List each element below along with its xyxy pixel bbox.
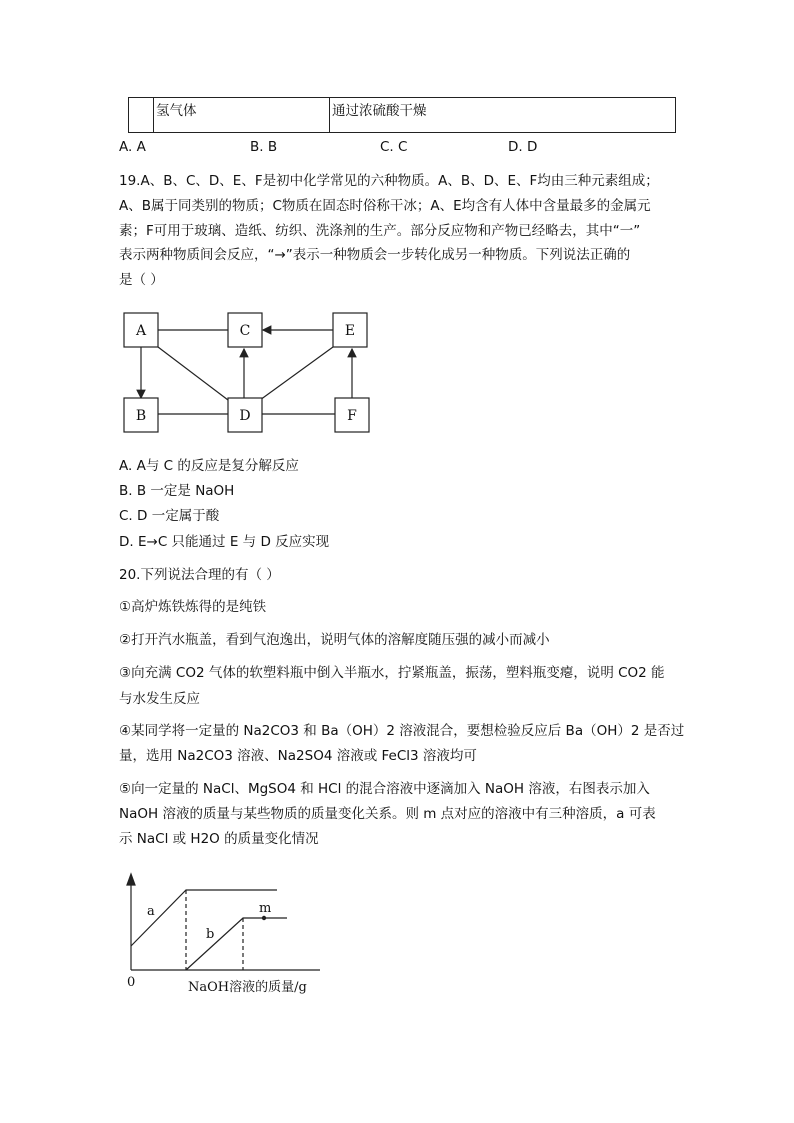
q18-option-b: B. B bbox=[250, 139, 278, 155]
q20-item-5-line3: 示 NaCl 或 H2O 的质量变化情况 bbox=[119, 831, 319, 847]
q20-item-3-line1: ③向充满 CO2 气体的软塑料瓶中倒入半瓶水，拧紧瓶盖，振荡，塑料瓶变瘪，说明 CO2 能 bbox=[119, 665, 665, 681]
label-origin: 0 bbox=[127, 975, 136, 990]
q20-item-1: ①高炉炼铁炼得的是纯铁 bbox=[119, 599, 267, 615]
q20-item-3-line2: 与水发生反应 bbox=[119, 691, 200, 707]
q19-option-c: C. D 一定属于酸 bbox=[119, 508, 220, 524]
q20-item-4-line2: 量，选用 Na2CO3 溶液、Na2SO4 溶液或 FeCl3 溶液均可 bbox=[119, 748, 477, 764]
q19-stem-line: 表示两种物质间会反应，“→”表示一种物质会一步转化成另一种物质。下列说法正确的 bbox=[119, 247, 631, 263]
q19-option-b: B. B 一定是 NaOH bbox=[119, 483, 235, 499]
q18-option-a: A. A bbox=[119, 139, 146, 155]
q20-item-2: ②打开汽水瓶盖，看到气泡逸出，说明气体的溶解度随压强的减小而减小 bbox=[119, 632, 550, 648]
q20-item-5-line1: ⑤向一定量的 NaCl、MgSO4 和 HCl 的混合溶液中逐滴加入 NaOH 溶液，右图表示加入 bbox=[119, 781, 650, 797]
label-b: b bbox=[206, 927, 215, 942]
q20-item-4-line1: ④某同学将一定量的 Na2CO3 和 Ba（OH）2 溶液混合，要想检验反应后 Ba（OH）2 是否过 bbox=[119, 723, 685, 739]
node-b-label: B bbox=[135, 408, 147, 424]
point-m bbox=[262, 916, 266, 920]
q19-stem-line: 素；F可用于玻璃、造纸、纺织、洗涤剂的生产。部分反应物和产物已经略去，其中“一” bbox=[119, 223, 641, 239]
node-d-label: D bbox=[239, 408, 251, 424]
table-cell-method: 通过浓硫酸干燥 bbox=[330, 98, 676, 133]
q19-stem-line: 19.A、B、C、D、E、F是初中化学常见的六种物质。A、B、D、E、F均由三种元素组成； bbox=[119, 173, 659, 189]
q18-option-d: D. D bbox=[508, 139, 538, 155]
q19-option-a: A. A与 C 的反应是复分解反应 bbox=[119, 458, 299, 474]
curve-b bbox=[186, 918, 287, 970]
node-a-label: A bbox=[135, 323, 147, 339]
node-f-label: F bbox=[347, 408, 357, 424]
label-a: a bbox=[147, 904, 155, 919]
q19-option-d: D. E→C 只能通过 E 与 D 反应实现 bbox=[119, 534, 330, 550]
node-e-label: E bbox=[344, 323, 356, 339]
q20-stem: 20.下列说法合理的有（ ） bbox=[119, 567, 280, 583]
table-cell-substance: 氢气体 bbox=[154, 98, 330, 133]
q19-stem-line: A、B属于同类别的物质；C物质在固态时俗称干冰；A、E均含有人体中含量最多的金属元 bbox=[119, 198, 651, 214]
q19-stem-line: 是（ ） bbox=[119, 272, 164, 288]
node-c-label: C bbox=[239, 323, 251, 339]
x-axis-label: NaOH溶液的质量/g bbox=[188, 980, 307, 995]
q20-item-5-line2: NaOH 溶液的质量与某些物质的质量变化关系。则 m 点对应的溶液中有三种溶质，a 可表 bbox=[119, 806, 656, 822]
label-m: m bbox=[259, 901, 272, 916]
y-axis-arrow bbox=[127, 874, 135, 885]
q18-option-c: C. C bbox=[380, 139, 408, 155]
